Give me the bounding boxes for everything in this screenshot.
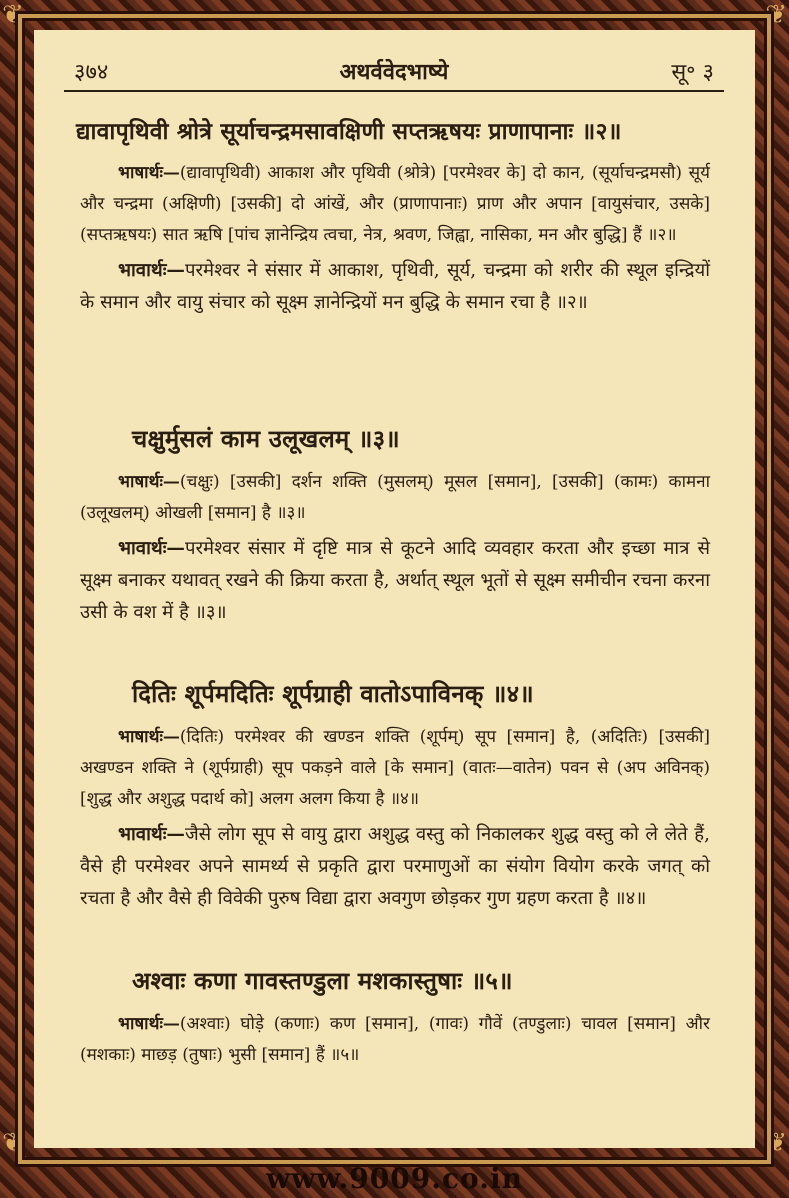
bhashartha-label: भाषार्थः— [118,1014,180,1034]
section-number: सू॰ ३ [671,60,714,85]
page-header [74,56,714,86]
bhavartha-paragraph [80,533,710,629]
bhavartha-text: परमेश्वर संसार में दृष्टि मात्र से कूटने आदि व्यवहार करता और इच्छा मात्र से सूक्ष्म बनाकर यथावत् रखने की क्रिया करता है, अर्थात् स्थूल भूतों से सूक्ष्म समीचीन रचना करना उसी के वश में है ॥३॥ [80,538,710,623]
mantra-text: दितिः शूर्पमदितिः शूर्पग्राही वातोऽपाविनक् ॥४॥ [132,679,534,708]
bhashartha-paragraph [80,1009,710,1071]
bhashartha-text: (अश्वाः) घोड़े (कणाः) कण [समान], (गावः) गौवें (तण्डुलाः) चावल [समान] और (मशकाः) माछड़ (तुषाः) भुसी [समान] हैं ॥५॥ [80,1014,710,1065]
book-page [34,30,755,1148]
bhashartha-paragraph [80,722,710,815]
bhashartha-label: भाषार्थः— [118,727,180,747]
website-footer: www.9009.co.in [266,1162,523,1195]
verse-block-4 [80,677,710,915]
corner-ornament-icon: ❦ [2,1128,24,1158]
corner-ornament-icon: ❦ [765,0,787,30]
corner-ornament-icon: ❦ [2,0,24,30]
book-title: अथर्ववेदभाष्ये [339,59,449,85]
bhavartha-text: जैसे लोग सूप से वायु द्वारा अशुद्ध वस्तु को निकालकर शुद्ध वस्तु को ले लेते हैं, वैसे ही परमेश्वर अपने सामर्थ्य से प्रकृति द्वारा परमाणुओं का संयोग वियोग करके जगत् को रचता है और वैसे ही विवेकी पुरुष विद्या द्वारा अवगुण छोड़कर गुण ग्रहण करता है ॥४॥ [80,824,710,909]
bhashartha-paragraph [80,158,710,251]
page-number: ३७४ [74,60,109,85]
bhavartha-label: भावार्थः— [118,260,185,281]
verse-block-3 [80,422,710,629]
mantra-text: चक्षुर्मुसलं काम उलूखलम् ॥३॥ [132,424,400,453]
bhashartha-text: (द्यावापृथिवी) आकाश और पृथिवी (श्रोत्रे) [परमेश्वर के] दो कान, (सूर्याचन्द्रमसौ) सूर्य और चन्द्रमा (अक्षिणी) [उसकी] दो आंखें, और (प्राणापानाः) प्राण और अपान [वायुसंचार, उसके] (सप्तऋषयः) सात ऋषि [पांच ज्ञानेन्द्रिय त्वचा, नेत्र, श्रवण, जिह्वा, नासिका, मन और बुद्धि] हैं ॥२॥ [80,163,710,245]
header-divider [64,90,724,92]
bhashartha-text: (चक्षुः) [उसकी] दर्शन शक्ति (मुसलम्) मूसल [समान], [उसकी] (कामः) कामना (उलूखलम्) ओखली [समान] है ॥३॥ [80,472,710,523]
verse-block-5 [80,964,710,1071]
bhavartha-label: भावार्थः— [118,538,185,559]
bhavartha-label: भावार्थः— [118,824,185,845]
bhashartha-label: भाषार्थः— [118,472,180,492]
bhavartha-paragraph [80,819,710,915]
verse-block-2 [76,114,710,319]
bhavartha-paragraph [80,255,710,319]
bhashartha-label: भाषार्थः— [118,163,180,183]
mantra-text: अश्वाः कणा गावस्तण्डुला मशकास्तुषाः ॥५॥ [132,966,513,995]
bhashartha-text: (दितिः) परमेश्वर की खण्डन शक्ति (शूर्पम्) सूप [समान] है, (अदितिः) [उसकी] अखण्डन शक्ति ने (शूर्पग्राही) सूप पकड़ने वाले [के समान] (वातः—वातेन) पवन से (अप अविनक्) [शुद्ध और अशुद्ध पदार्थ को] अलग अलग किया है ॥४॥ [80,727,710,809]
corner-ornament-icon: ❦ [765,1128,787,1158]
bhashartha-paragraph [80,467,710,529]
mantra-text: द्यावापृथिवी श्रोत्रे सूर्याचन्द्रमसावक्षिणी सप्तऋषयः प्राणापानाः ॥२॥ [76,118,622,145]
bhavartha-text: परमेश्वर ने संसार में आकाश, पृथिवी, सूर्य, चन्द्रमा को शरीर की स्थूल इन्द्रियों के समान और वायु संचार को सूक्ष्म ज्ञानेन्द्रियों मन बुद्धि के समान रचा है ॥२॥ [80,260,710,313]
